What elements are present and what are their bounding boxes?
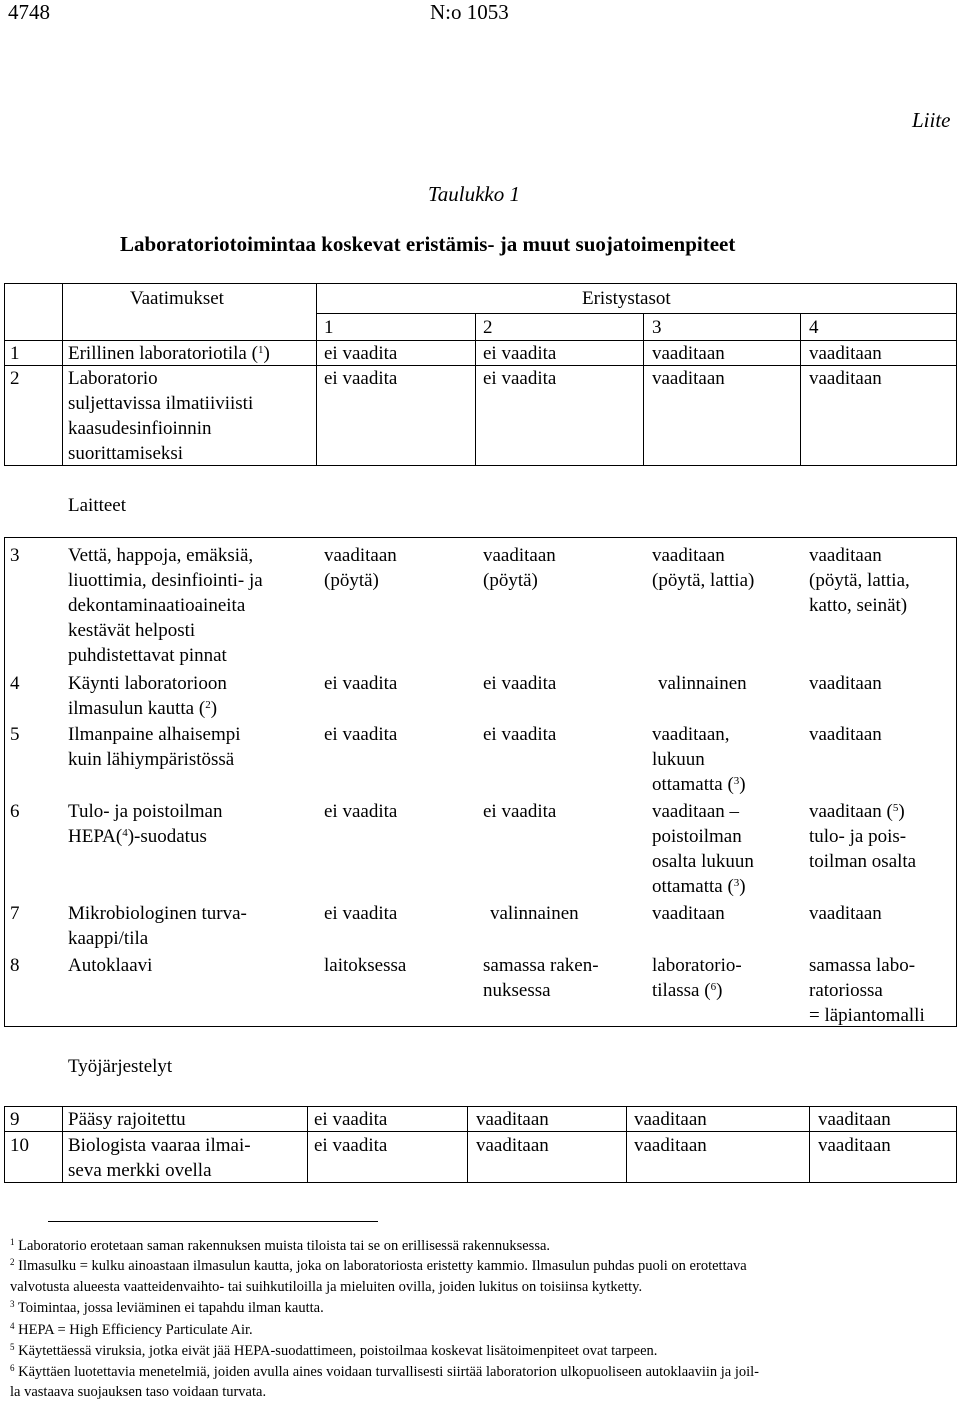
appendix-label: Liite xyxy=(912,108,951,132)
section-heading-work: Työjärjestelyt xyxy=(68,1056,173,1077)
row-label: Ilmanpaine alhaisempi kuin lähiympäristössä xyxy=(68,724,241,770)
row-label: Käynti laboratorioon ilmasulun kautta ($^2$) xyxy=(68,673,227,719)
table-border xyxy=(809,1106,810,1183)
row-label: Autoklaavi xyxy=(68,955,153,976)
footnote: $^2$ Ilmasulku = kulku ainoastaan ilmasulun kautta, joka on laboratoriosta eristetty kammio. Ilmasulun puhdas puoli on erotettava xyxy=(10,1257,747,1274)
table-border xyxy=(316,283,317,466)
table-border xyxy=(956,537,957,1027)
row-number: 10 xyxy=(10,1135,29,1156)
cell-value: vaaditaan xyxy=(809,724,882,745)
column-header-levels: Eristystasot xyxy=(582,288,671,309)
table-border xyxy=(956,283,957,466)
row-label: Vettä, happoja, emäksiä, liuottimia, desinfiointi- ja dekontaminaatioaineita kestävät helposti puhdistettavat pinnat xyxy=(68,545,263,666)
cell-value: vaaditaan, lukuun ottamatta ($^3$) xyxy=(652,724,746,795)
row-label: Mikrobiologinen turva- kaappi/tila xyxy=(68,903,247,949)
table-border xyxy=(626,1106,627,1183)
table-border xyxy=(467,1106,468,1183)
table-border xyxy=(316,313,957,314)
row-label: Laboratorio suljettavissa ilmatiiviisti kaasudesinfioinnin suorittamiseksi xyxy=(68,368,254,464)
cell-value: ei vaadita xyxy=(324,368,398,389)
footnote: la vastaava suojauksen taso voidaan turvata. xyxy=(10,1384,267,1400)
table-label: Taulukko 1 xyxy=(428,182,520,206)
footnote: $^6$ Käyttäen luotettavia menetelmiä, joiden avulla aines voidaan turvallisesti siirtää laboratorion ulkopuoliseen autoklaaviin ja joil- xyxy=(10,1363,760,1380)
table-border xyxy=(62,1106,63,1183)
row-number: 6 xyxy=(10,801,20,822)
cell-value: vaaditaan (pöytä, lattia) xyxy=(652,545,755,591)
level-3-header: 3 xyxy=(652,317,662,338)
row-label: Pääsy rajoitettu xyxy=(68,1109,186,1130)
cell-value: vaaditaan (pöytä) xyxy=(483,545,556,591)
table-border xyxy=(475,313,476,466)
cell-value: vaaditaan xyxy=(634,1109,707,1130)
row-number: 7 xyxy=(10,903,20,924)
cell-value: vaaditaan (pöytä) xyxy=(324,545,397,591)
table-border xyxy=(800,313,801,466)
level-2-header: 2 xyxy=(483,317,493,338)
cell-value: ei vaadita xyxy=(483,801,557,822)
table-border xyxy=(956,1106,957,1183)
cell-value: vaaditaan – poistoilman osalta lukuun ottamatta ($^3$) xyxy=(652,801,754,897)
cell-value: vaaditaan xyxy=(809,903,882,924)
cell-value: ei vaadita xyxy=(483,673,557,694)
footnote: $^3$ Toimintaa, jossa leviäminen ei tapahdu ilman kautta. xyxy=(10,1299,324,1316)
issue-number: N:o 1053 xyxy=(430,0,509,24)
column-header-requirements: Vaatimukset xyxy=(130,288,224,309)
table-border xyxy=(62,283,63,466)
cell-value: vaaditaan xyxy=(818,1135,891,1156)
table-title: Laboratoriotoimintaa koskevat eristämis- ja muut suojatoimenpiteet xyxy=(120,232,736,256)
cell-value: vaaditaan xyxy=(809,368,882,389)
section-heading-equipment: Laitteet xyxy=(68,495,127,516)
cell-value: ei vaadita xyxy=(324,801,398,822)
cell-value: valinnainen xyxy=(490,903,579,924)
row-number: 3 xyxy=(10,545,20,566)
cell-value: ei vaadita xyxy=(483,343,557,364)
cell-value: ei vaadita xyxy=(324,343,398,364)
cell-value: ei vaadita xyxy=(314,1135,388,1156)
cell-value: ei vaadita xyxy=(324,903,398,924)
cell-value: vaaditaan xyxy=(652,903,725,924)
cell-value: vaaditaan xyxy=(476,1109,549,1130)
level-1-header: 1 xyxy=(324,317,334,338)
footnote-divider xyxy=(48,1221,378,1222)
row-label: Biologista vaaraa ilmai- seva merkki ovella xyxy=(68,1135,251,1181)
cell-value: ei vaadita xyxy=(314,1109,388,1130)
cell-value: laboratorio- tilassa ($^6$) xyxy=(652,955,742,1001)
row-number: 5 xyxy=(10,724,20,745)
cell-value: vaaditaan xyxy=(809,673,882,694)
level-4-header: 4 xyxy=(809,317,819,338)
table-border xyxy=(643,313,644,466)
row-label: Tulo- ja poistoilman HEPA($^4$)-suodatus xyxy=(68,801,223,847)
cell-value: vaaditaan ($^5$) tulo- ja pois- toilman osalta xyxy=(809,801,917,872)
table-border xyxy=(4,1106,5,1183)
footnote: $^5$ Käytettäessä viruksia, jotka eivät jää HEPA-suodattimeen, poistoilmaa koskevat lisätoimenpiteet ovat tarpeen. xyxy=(10,1342,658,1359)
cell-value: vaaditaan xyxy=(652,368,725,389)
footnote: $^4$ HEPA = High Efficiency Particulate Air. xyxy=(10,1321,253,1338)
cell-value: ei vaadita xyxy=(324,724,398,745)
row-number: 9 xyxy=(10,1109,20,1130)
cell-value: samassa labo- ratoriossa = läpiantomalli xyxy=(809,955,925,1026)
cell-value: ei vaadita xyxy=(324,673,398,694)
cell-value: vaaditaan xyxy=(634,1135,707,1156)
table-border xyxy=(4,283,5,466)
row-number: 4 xyxy=(10,673,20,694)
cell-value: vaaditaan xyxy=(652,343,725,364)
cell-value: vaaditaan xyxy=(818,1109,891,1130)
cell-value: ei vaadita xyxy=(483,724,557,745)
cell-value: valinnainen xyxy=(658,673,747,694)
cell-value: samassa raken- nuksessa xyxy=(483,955,599,1001)
row-number: 1 xyxy=(10,343,20,364)
table-border xyxy=(4,537,957,538)
footnote: valvotusta alueesta vaatteidenvaihto- tai suihkutiloilla ja mieluiten ovilla, joiden lukitus on toisiinsa kytketty. xyxy=(10,1279,643,1295)
page-number: 4748 xyxy=(8,0,50,24)
footnote: $^1$ Laboratorio erotetaan saman rakennuksen muista tiloista tai se on erillisessä rakennuksessa. xyxy=(10,1237,551,1254)
table-border xyxy=(4,283,957,284)
row-number: 2 xyxy=(10,368,20,389)
cell-value: laitoksessa xyxy=(324,955,407,976)
table-border xyxy=(4,537,5,1027)
table-border xyxy=(307,1106,308,1183)
cell-value: ei vaadita xyxy=(483,368,557,389)
row-number: 8 xyxy=(10,955,20,976)
row-label: Erillinen laboratoriotila ($^1$) xyxy=(68,343,270,364)
cell-value: vaaditaan xyxy=(476,1135,549,1156)
cell-value: vaaditaan (pöytä, lattia, katto, seinät) xyxy=(809,545,910,616)
cell-value: vaaditaan xyxy=(809,343,882,364)
